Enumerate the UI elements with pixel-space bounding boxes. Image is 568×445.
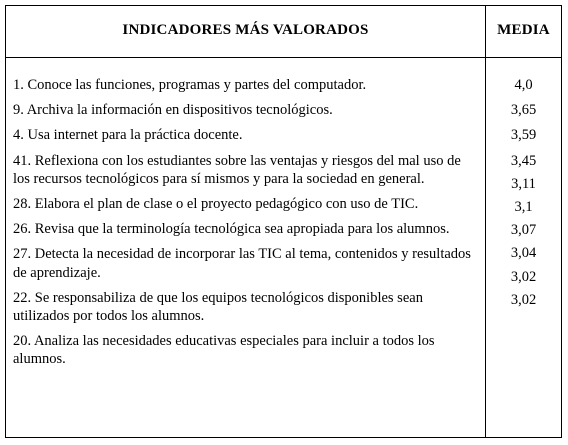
indicator-item: 22. Se responsabiliza de que los equipos tecnológicos disponibles sean utilizados por todos los alumnos. (13, 289, 423, 325)
media-value: 3,04 (510, 245, 537, 262)
indicator-item: 41. Reflexiona con los estudiantes sobre las ventajas y riesgos del mal uso de los recursos tecnológicos para sí mismos y para la sociedad en general. (13, 152, 461, 187)
media-value: 3,59 (510, 127, 537, 144)
table-header-row (6, 6, 561, 58)
media-value: 3,11 (511, 175, 536, 192)
header-indicators: INDICADORES MÁS VALORADOS (122, 22, 369, 38)
media-value: 4,0 (514, 77, 533, 93)
indicator-item: 20. Analiza las necesidades educativas especiales para incluir a todos los alumnos. (13, 333, 435, 368)
media-value: 3,45 (510, 152, 537, 169)
indicator-item: 1. Conoce las funciones, programas y partes del computador. (13, 77, 367, 93)
media-value: 3,02 (510, 268, 537, 285)
indicator-item: 9. Archiva la información en dispositivos tecnológicos. (13, 102, 333, 119)
indicator-item: 28. Elabora el plan de clase o el proyecto pedagógico con uso de TIC. (13, 196, 419, 213)
media-value: 3,1 (514, 199, 533, 216)
indicator-list (13, 76, 478, 369)
media-value: 3,07 (510, 222, 537, 239)
indicator-item: 4. Usa internet para la práctica docente. (13, 127, 243, 144)
indicator-item: 27. Detecta la necesidad de incorporar las TIC al tema, contenidos y resultados de aprendizaje. (13, 246, 471, 281)
indicator-item: 26. Revisa que la terminología tecnológica sea apropiada para los alumnos. (13, 221, 450, 238)
media-value: 3,65 (510, 102, 537, 119)
media-value: 3,02 (510, 291, 537, 308)
header-media: MEDIA (497, 22, 550, 38)
media-values (486, 76, 561, 309)
indicators-table (5, 5, 562, 438)
